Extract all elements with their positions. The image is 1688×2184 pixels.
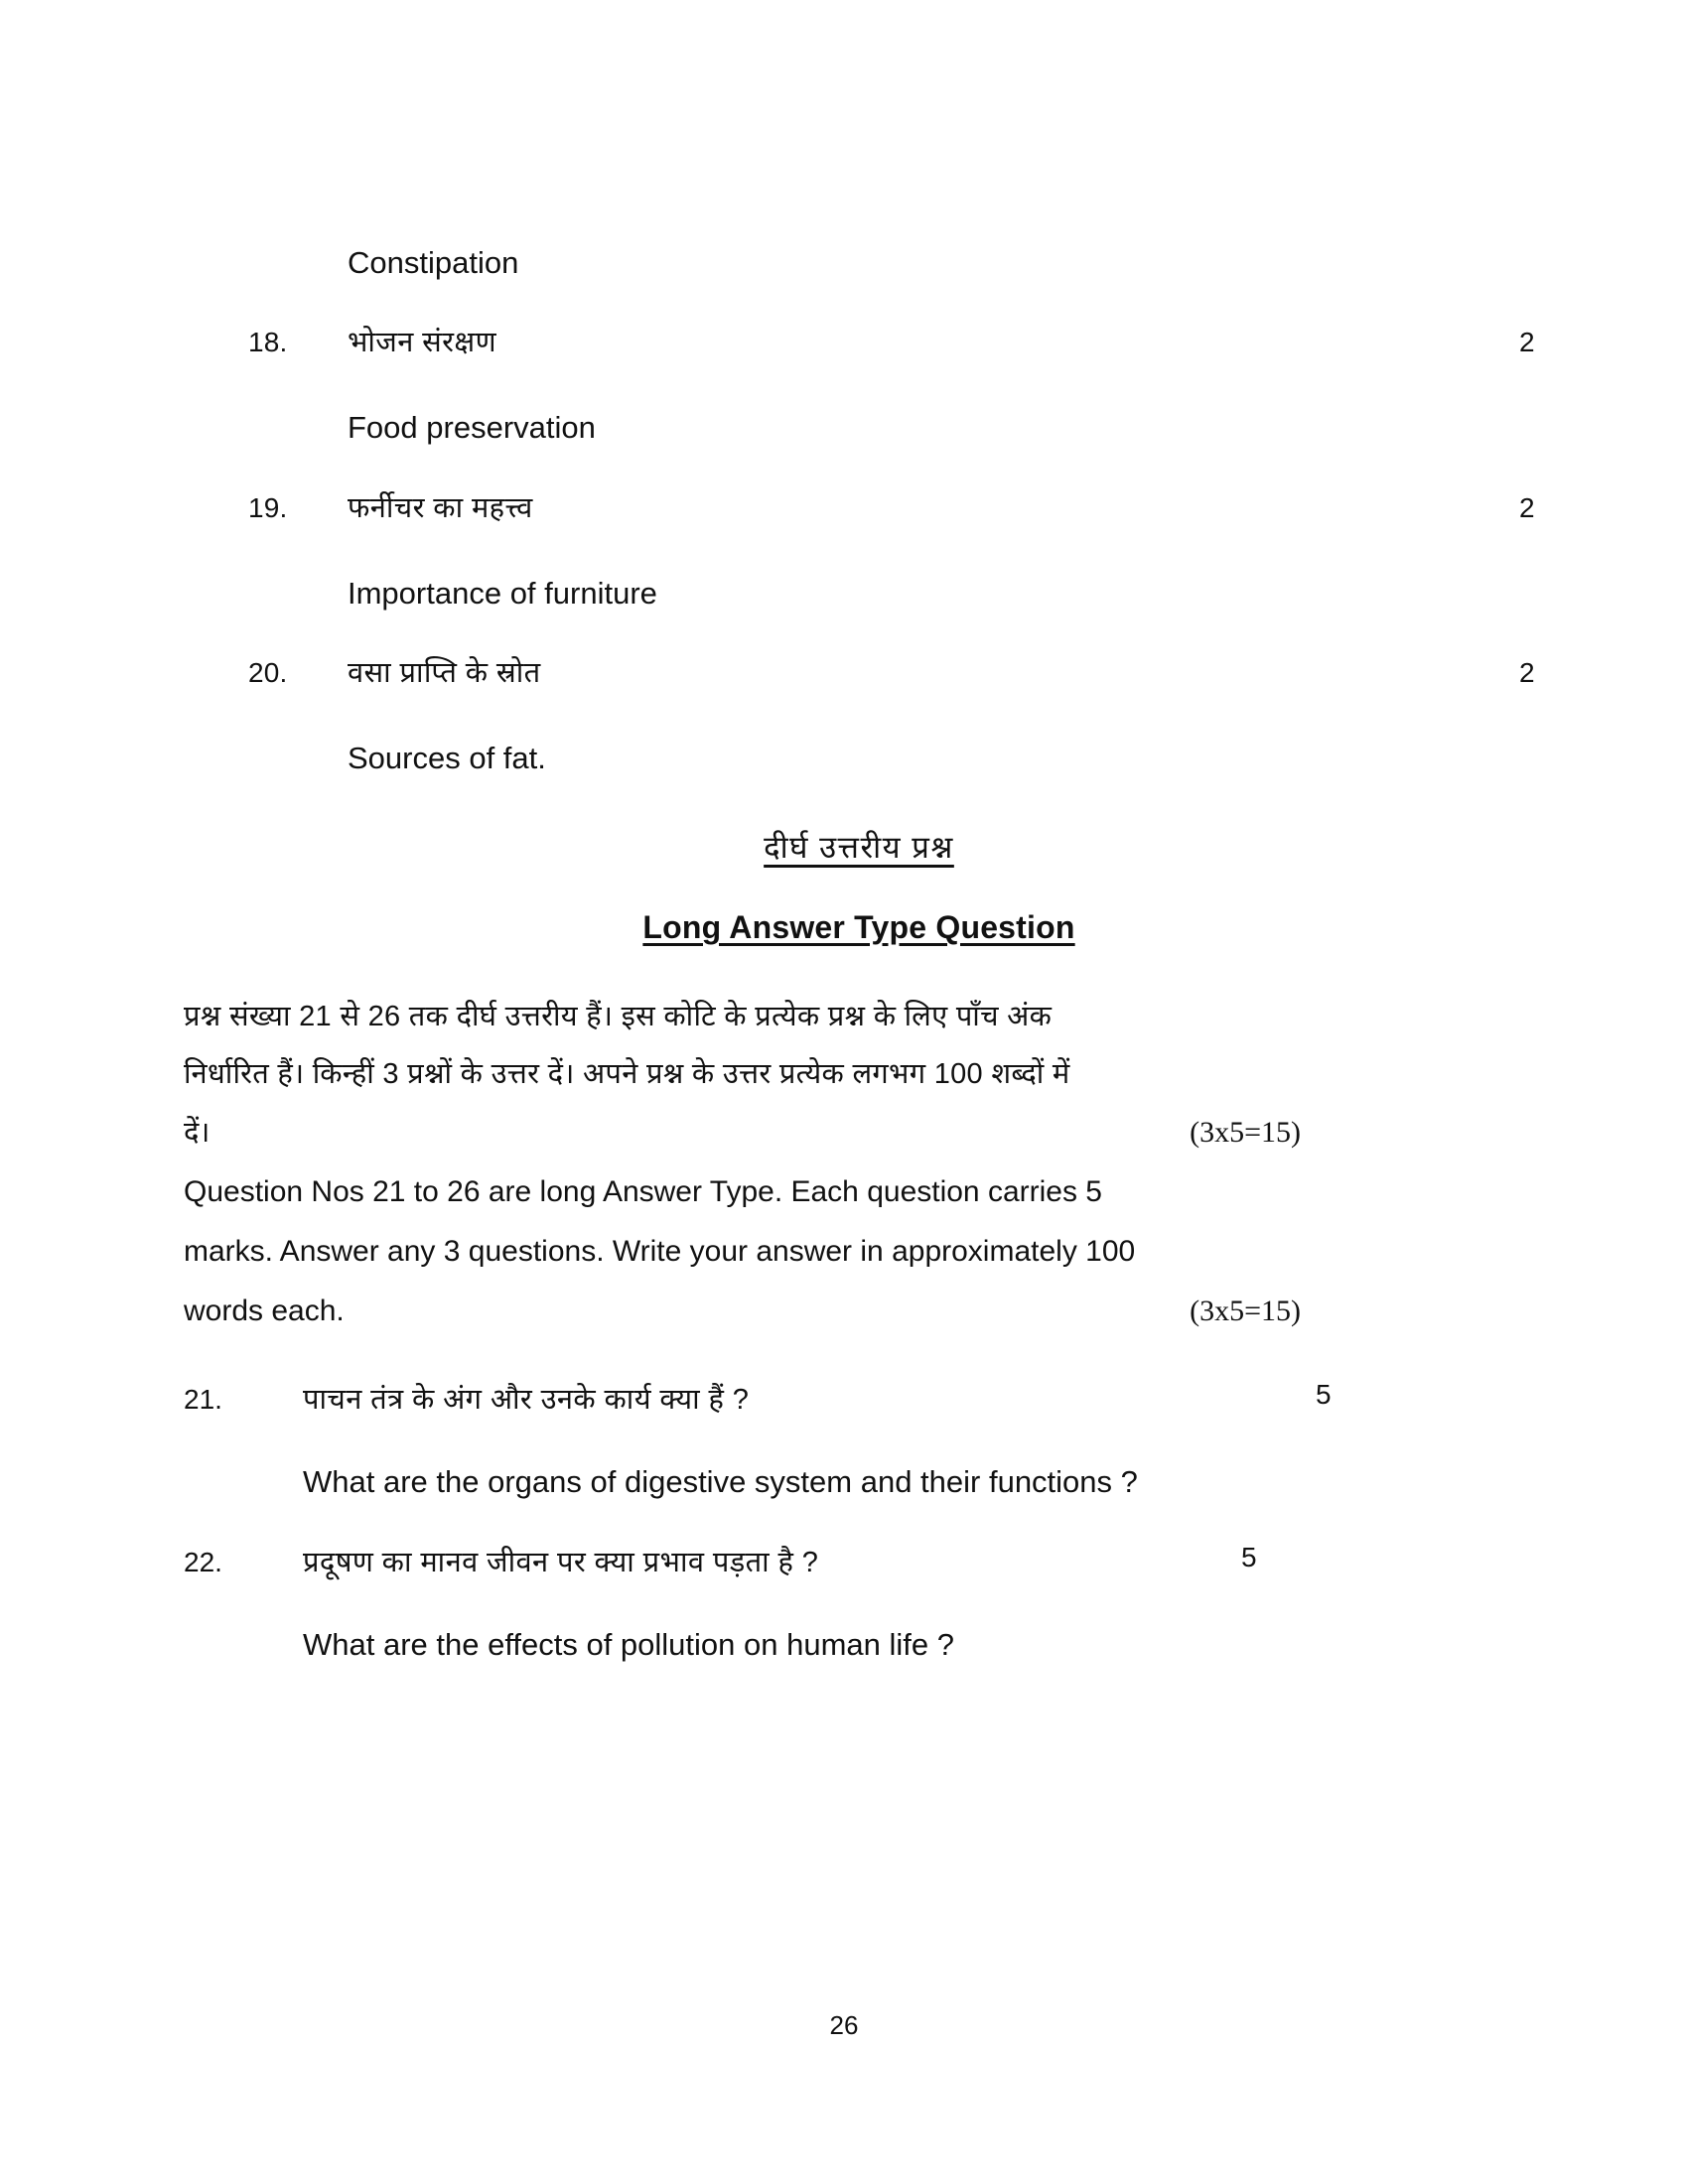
question-row (248, 490, 1535, 536)
page-content (184, 243, 1535, 1663)
spacer (248, 868, 1470, 909)
spacer (248, 1427, 1470, 1464)
translation-row (248, 739, 1470, 778)
spacer (248, 1341, 1470, 1379)
question-hindi-text: वसा प्राप्ति के स्रोत (348, 656, 541, 689)
question-number: 20. (248, 656, 288, 688)
question-english-text: Constipation (348, 245, 519, 280)
question-english-text: Importance of furniture (348, 575, 657, 611)
long-question-hindi-text: पाचन तंत्र के अंग और उनके कार्य क्या हैं ? (303, 1384, 750, 1417)
long-question-translation-row (184, 1627, 1405, 1663)
long-question-number: 22. (184, 1547, 222, 1578)
instruction-hindi-line-3: दें। (184, 1117, 211, 1150)
question-number: 19. (248, 491, 288, 523)
spacer (248, 536, 1470, 574)
spacer (248, 614, 1470, 655)
question-marks: 2 (1519, 656, 1535, 688)
indent-spacer (184, 1464, 303, 1500)
page-number: 26 (829, 2010, 859, 2040)
indent-spacer (184, 1627, 303, 1663)
instruction-english-line-2: marks. Answer any 3 questions. Write your answer in approximately 100 (184, 1235, 1136, 1269)
spacer (248, 449, 1470, 490)
long-question-marks: 5 (1316, 1379, 1332, 1411)
question-marks: 2 (1519, 491, 1535, 523)
long-question-row (184, 1379, 1405, 1427)
long-question-translation-row (184, 1464, 1405, 1500)
spacer (248, 1500, 1470, 1542)
question-row (248, 325, 1535, 370)
instruction-hindi-line-2: निर्धारित हैं। किन्हीं 3 प्रश्नों के उत्तर दें। अपने प्रश्न के उत्तर प्रत्येक लगभग 100 शब्दों में (184, 1058, 1070, 1091)
section-heading-english-wrap (248, 909, 1470, 946)
instruction-hindi-line-1: प्रश्न संख्या 21 से 26 तक दीर्घ उत्तरीय हैं। इस कोटि के प्रत्येक प्रश्न के लिए पाँच अंक (184, 1001, 1053, 1033)
section-heading-hindi-wrap (248, 826, 1470, 868)
translation-row (248, 243, 1470, 283)
spacer (248, 778, 1470, 826)
question-row (248, 655, 1535, 701)
indent-spacer (248, 739, 348, 778)
spacer (248, 1589, 1470, 1627)
indent-spacer (248, 574, 348, 614)
section-heading-english: Long Answer Type Question (642, 909, 1075, 946)
long-question-hindi-text: प्रदूषण का मानव जीवन पर क्या प्रभाव पड़ता है ? (303, 1547, 819, 1579)
section-heading-hindi: दीर्घ उत्तरीय प्रश्न (764, 830, 954, 866)
question-hindi-text: फर्नीचर का महत्त्व (348, 491, 533, 524)
spacer (248, 370, 1470, 408)
question-english-text: Sources of fat. (348, 740, 546, 775)
indent-spacer (248, 243, 348, 283)
spacer (248, 283, 1470, 325)
long-question-marks: 5 (1241, 1542, 1257, 1573)
spacer (248, 701, 1470, 739)
long-question-number: 21. (184, 1384, 222, 1416)
instruction-english-line-3-row (184, 1282, 1470, 1341)
translation-row (248, 574, 1470, 614)
instruction-english-marks: (3x5=15) (1190, 1295, 1301, 1328)
indent-spacer (248, 408, 348, 448)
instruction-english-line-3: words each. (184, 1295, 345, 1328)
question-english-text: Food preservation (348, 410, 596, 446)
instructions-hindi-block (184, 988, 1470, 1341)
long-question-english-text: What are the effects of pollution on human life ? (303, 1627, 954, 1663)
spacer (248, 946, 1470, 988)
long-question-row (184, 1542, 1405, 1589)
question-number: 18. (248, 327, 288, 358)
long-question-english-text: What are the organs of digestive system and their functions ? (303, 1464, 1138, 1500)
question-hindi-text: भोजन संरक्षण (348, 327, 496, 359)
instruction-english-line-1: Question Nos 21 to 26 are long Answer Type. Each question carries 5 (184, 1175, 1102, 1209)
instruction-hindi-marks: (3x5=15) (1190, 1116, 1301, 1150)
instruction-hindi-line-3-row (184, 1103, 1470, 1162)
question-marks: 2 (1519, 327, 1535, 358)
translation-row (248, 408, 1470, 448)
